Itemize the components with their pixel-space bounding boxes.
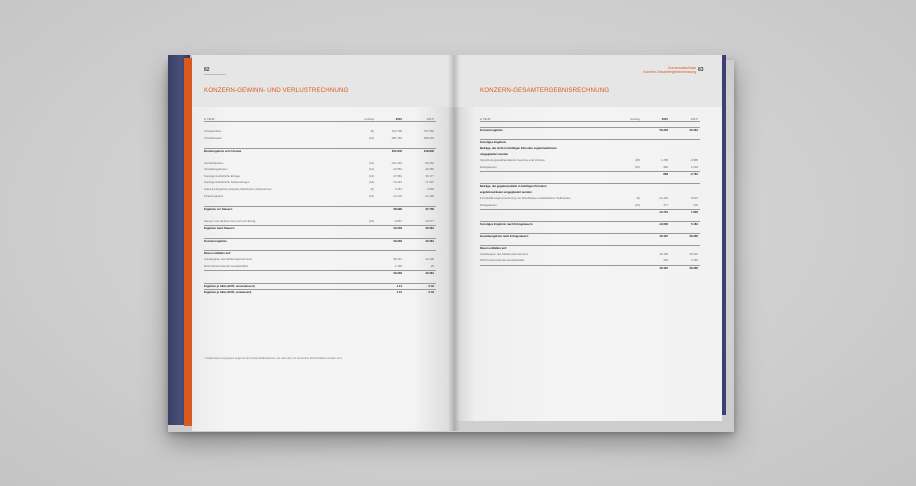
row-value-prior: 22.106 [425, 257, 434, 262]
row-label: Sonstige betriebliche Aufwendungen [204, 180, 250, 185]
row-label: Fremdwährungsumrechnung von Abschlüssen ausländischer Teilbetriebe [480, 196, 571, 201]
row-note: (8) [636, 196, 640, 201]
table-row [480, 221, 700, 226]
row-value-prior: 25.177 [425, 173, 434, 178]
table-row [480, 245, 700, 250]
row-value-prior: -3.985 [690, 158, 698, 163]
row-value-prior: 3.660 [427, 187, 434, 192]
row-value-prior: 2.392 [691, 258, 698, 263]
row-label: Steuern vom Einkommen und vom Ertrag [204, 218, 256, 223]
row-value-current: 1.166 [395, 263, 402, 268]
row-value-current: 59.333 [393, 238, 402, 243]
table-row [480, 190, 700, 194]
header-note: Anhang [364, 117, 374, 121]
right-page [454, 55, 722, 421]
table-row [480, 258, 700, 262]
row-label: Ertragsteuern [480, 164, 497, 169]
row-label: Anteilseigner des Mutterunternehmens [204, 257, 253, 262]
row-label: umgegliedert werden [480, 151, 509, 156]
table-header [480, 117, 700, 122]
row-value-current: -101.115 [391, 160, 402, 165]
table-row [480, 252, 700, 256]
row-value-prior: 0.43 [428, 283, 434, 288]
row-label: Umsatzkosten [204, 135, 222, 140]
right-page-running-head [604, 66, 696, 74]
row-label: Ergebnis vor Steuern [204, 207, 233, 212]
row-label: Nicht beherrschende Gesellschafter [204, 263, 249, 268]
row-value-prior: 26.265 [689, 265, 698, 270]
row-value-current: 59.333 [393, 271, 402, 276]
header-year-current: 2015 [395, 117, 402, 121]
row-label: Sonstiges Ergebnis [480, 140, 507, 145]
table-row [204, 136, 436, 140]
row-label: Ergebnis je Aktie (EUR, unverwässert) [204, 283, 255, 288]
row-note: (28) [635, 158, 640, 163]
table-row [204, 219, 436, 223]
row-value-prior: 22.081 [425, 238, 434, 243]
row-value-prior: -14.196 [424, 193, 434, 198]
row-label: Vertriebskosten [204, 160, 224, 165]
row-note: (6) [370, 187, 374, 192]
table-row [480, 165, 700, 169]
table-row [480, 209, 700, 214]
row-label: Davon entfallen auf: [204, 251, 231, 256]
row-label: Ergebnis je Aktie (EUR, verwässert) [204, 290, 252, 295]
row-label: Finanzergebnis [204, 193, 224, 198]
table-row [204, 250, 436, 255]
row-value-prior: 22.081 [425, 226, 434, 231]
left-page-number: 82 [204, 67, 210, 73]
row-value-prior: 25.610 [689, 251, 698, 256]
table-row [204, 174, 436, 178]
row-note: (16) [369, 218, 374, 223]
row-note: (16) [635, 164, 640, 169]
row-value-current: 4.151 [395, 187, 402, 192]
table-row [204, 257, 436, 261]
income-statement-table [204, 117, 436, 377]
table-row [204, 194, 436, 198]
right-page-header-band [454, 55, 722, 107]
row-value-current: 27.981 [393, 173, 402, 178]
row-note: (13) [369, 173, 374, 178]
row-label: Beträge, die nicht in künftigen Perioden ergebniswirksam [480, 145, 557, 150]
header-year-prior: 2014* [426, 117, 434, 121]
row-value-prior: -40.982 [424, 167, 434, 172]
row-label: Sonstiges Ergebnis nach Ertragsteuern [480, 222, 533, 227]
row-label: Ergebnis nach Steuern [204, 226, 235, 231]
table-row [480, 196, 700, 200]
table-row [204, 225, 436, 230]
row-value-prior: 1.204 [691, 164, 698, 169]
row-value-current: 46.497 [659, 265, 668, 270]
running-head-section: Konzernabschluss [668, 66, 696, 70]
table-row [480, 139, 700, 144]
table-row [204, 264, 436, 268]
row-note: (15) [369, 193, 374, 198]
book-gutter [448, 55, 460, 431]
row-value-current: 1.14 [396, 283, 402, 288]
right-page-title: KONZERN-GESAMTERGEBNISRECHNUNG [480, 87, 610, 94]
header-year-prior: 2014* [690, 117, 698, 121]
table-row [204, 238, 436, 243]
row-value-current: -361.154 [390, 135, 402, 140]
table-row [480, 265, 700, 270]
row-value-prior: 0.43 [428, 290, 434, 295]
row-value-prior: 5.184 [691, 222, 698, 227]
header-unit: in TEUR [204, 117, 215, 121]
row-value-current: 46.497 [659, 234, 668, 239]
row-note: (10) [369, 135, 374, 140]
row-value-prior: 22.081 [689, 128, 698, 132]
table-row [204, 206, 436, 211]
row-label: Nicht beherrschende Gesellschafter [480, 258, 525, 263]
page-number-rule [204, 74, 226, 75]
row-value-prior: 22.081 [425, 271, 434, 276]
row-note: (16) [635, 202, 640, 207]
row-label: Bruttoergebnis vom Umsatz [204, 149, 242, 154]
left-page-footnote: * Vorjahreswert angepasst aufgrund der Kaufpreisallokationen, die nach dem 31. Dezember 2014 finalisiert wurden sind [204, 357, 342, 360]
table-row [480, 171, 700, 176]
row-label: Gesamtergebnis nach Ertragsteuern [480, 234, 529, 239]
row-value-current: -14.181 [658, 196, 668, 201]
row-value-prior: 7.965 [691, 209, 698, 214]
row-value-current: 1.258 [661, 158, 668, 163]
row-value-prior: -732 [692, 202, 698, 207]
row-value-current: 59.333 [393, 226, 402, 231]
row-label: Anteilseigner des Mutterunternehmens [480, 251, 529, 256]
table-row [480, 152, 700, 156]
row-note: (8) [370, 129, 374, 133]
row-label: Anteil am Ergebnis at-Equity-bilanzierter Unternehmen [204, 187, 272, 192]
header-year-current: 2015 [661, 117, 668, 121]
row-value-current: 477 [663, 202, 668, 207]
table-row [204, 187, 436, 191]
row-value-current: 59.333 [659, 128, 668, 132]
row-value-current: 1.12 [396, 290, 402, 295]
table-row [204, 161, 436, 165]
row-value-current: -384 [662, 164, 668, 169]
table-row [204, 270, 436, 275]
right-page-number: 83 [698, 67, 704, 73]
row-label: Sonstige betriebliche Erträge [204, 173, 240, 178]
row-value-current: 58.167 [393, 257, 402, 262]
row-value-prior: -25 [429, 263, 434, 268]
row-value-prior: 26.265 [689, 234, 698, 239]
row-note: (12) [369, 167, 374, 172]
row-value-prior: 8.697 [691, 196, 698, 201]
header-note: Anhang [630, 117, 640, 121]
row-value-prior: 218.846 [423, 149, 434, 154]
row-value-prior: -15.677 [424, 218, 434, 223]
row-value-current: 46.195 [659, 251, 668, 256]
row-value-current: -12.836 [658, 222, 668, 227]
table-row [204, 289, 436, 294]
table-row [204, 167, 436, 171]
table-row [480, 127, 700, 132]
table-row [480, 233, 700, 238]
row-value-current: -9.867 [394, 218, 402, 223]
header-unit: in TEUR [480, 117, 491, 121]
row-label: Ertragsteuern [480, 202, 497, 207]
left-page [192, 55, 454, 431]
row-label: Verwaltungskosten [204, 167, 228, 172]
table-row [480, 146, 700, 150]
row-value-prior: 727.050 [423, 129, 434, 133]
row-value-prior: -71.507 [424, 180, 434, 185]
table-row [204, 148, 436, 153]
left-page-title: KONZERN-GEWINN- UND VERLUSTRECHNUNG [204, 87, 349, 94]
table-row [480, 158, 700, 162]
row-label: Beträge, die gegebenenfalls in künftigen Perioden [480, 184, 547, 189]
row-label: Konzernergebnis [204, 238, 227, 243]
row-value-prior: -508.204 [422, 135, 434, 140]
table-header [204, 117, 436, 122]
row-label: Davon entfallen auf: [480, 246, 507, 251]
row-value-prior: -95.252 [424, 160, 434, 165]
left-page-header-band [192, 55, 454, 107]
table-row [480, 203, 700, 207]
row-value-current: 613.796 [391, 129, 402, 133]
running-head-chapter: Konzern-Gesamtergebnisrechnung [643, 70, 696, 74]
row-value-prior: 37.736 [425, 207, 434, 212]
table-row [204, 180, 436, 184]
row-value-current: 252.642 [391, 149, 402, 154]
table-row [204, 283, 436, 288]
table-row [204, 129, 436, 133]
row-value-current: -13.704 [658, 209, 668, 214]
row-value-current: 68.999 [393, 207, 402, 212]
row-label: Konzernergebnis [480, 128, 503, 132]
row-note: (14) [369, 180, 374, 185]
table-row [480, 183, 700, 188]
row-value-current: 868 [663, 172, 668, 177]
cover-accent-stripe [184, 58, 192, 426]
row-value-current: 302 [663, 258, 668, 263]
row-note: (11) [369, 160, 374, 165]
row-value-current: -34.081 [392, 167, 402, 172]
row-label: ergebniswirksam umgegliedert werden [480, 189, 532, 194]
comprehensive-income-table [480, 117, 700, 337]
row-label: Umsatzerlöse [204, 129, 222, 133]
row-value-current: -73.413 [392, 180, 402, 185]
row-value-current: -14.175 [392, 193, 402, 198]
row-value-prior: -2.781 [690, 172, 698, 177]
row-label: Versicherungsmathematische Gewinne und Verluste [480, 158, 545, 163]
